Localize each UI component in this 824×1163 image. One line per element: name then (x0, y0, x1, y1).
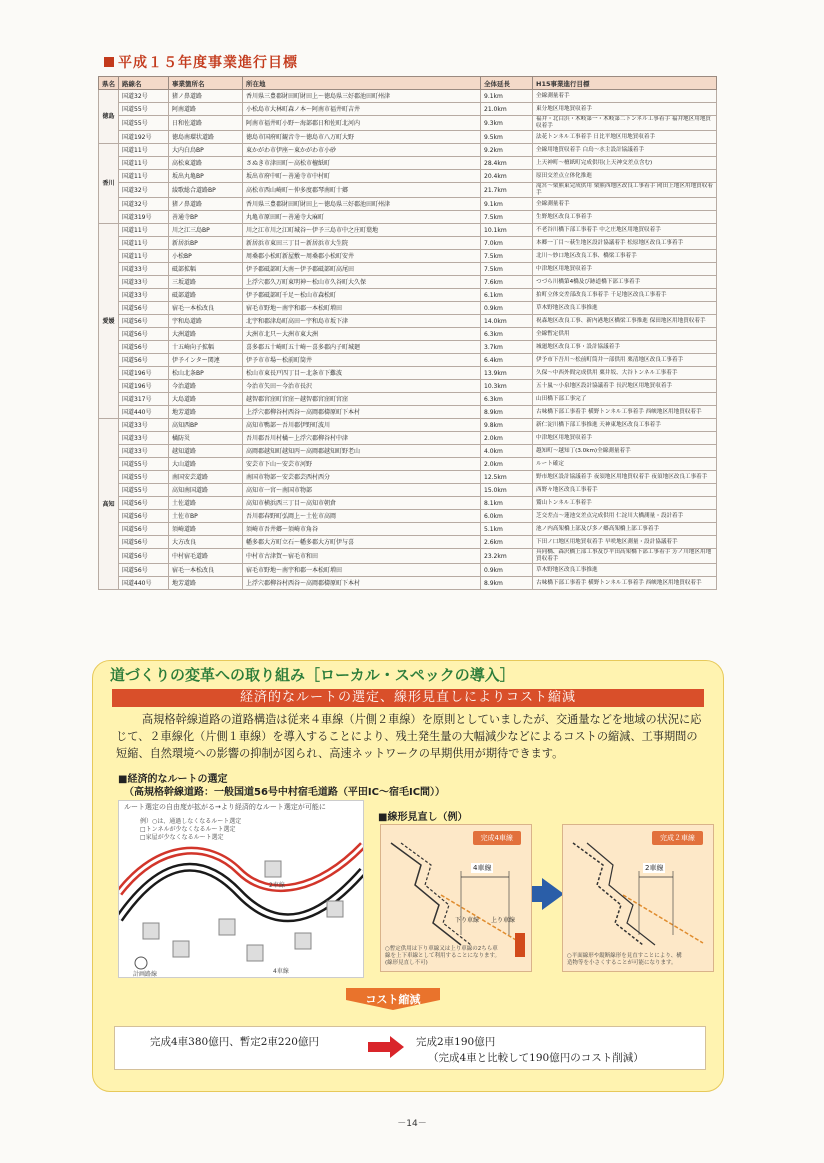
name-cell: 大島道路 (169, 393, 243, 406)
route-cell: 国道55号 (119, 103, 169, 116)
len-cell: 9.1km (481, 90, 533, 103)
loc-cell: 伊予郡砥部町千足～松山市森松町 (243, 289, 481, 302)
two-lane-note: ○平面線形や縦断線形を見直すことにより、構造物等を小さくすることが可能になります。 (567, 953, 682, 966)
goal-cell: 東分地区用地買収着手 (533, 103, 717, 116)
table-row (99, 315, 717, 328)
two-lane-dimension: 2車線 (645, 864, 664, 872)
len-cell: 0.9km (481, 564, 533, 577)
goal-cell: 全線測量着手 (533, 90, 717, 103)
plan-label: 計画路線 (133, 971, 158, 977)
cost-reduction-label: コスト縮減 (365, 993, 421, 1006)
route-cell: 国道33号 (119, 263, 169, 276)
name-cell: 阿南道路 (169, 103, 243, 116)
table-row (99, 328, 717, 341)
loc-cell: 上浮穴郡柳谷村西谷～高岡郡檮原町下本村 (243, 406, 481, 419)
route-cell: 国道33号 (119, 445, 169, 458)
loc-cell: 小松島市大林町森ノ本～阿南市福井町吉井 (243, 103, 481, 116)
route-cell: 国道319号 (119, 211, 169, 224)
len-cell: 4.0km (481, 445, 533, 458)
table-row (99, 536, 717, 549)
route-cell: 国道55号 (119, 116, 169, 131)
name-cell: 大山道路 (169, 458, 243, 471)
section-title-text: 平成１５年度事業進行目標 (118, 55, 298, 71)
goal-cell: 中津地区用地買収着手 (533, 432, 717, 445)
loc-cell: 高松市西山崎町～仲多度郡琴南町十郷 (243, 183, 481, 198)
table-row (99, 183, 717, 198)
name-cell: 砥部拡幅 (169, 263, 243, 276)
name-cell: 高知南国道路 (169, 484, 243, 497)
loc-cell: 宿毛市野地～南宇和郡一本松町増田 (243, 302, 481, 315)
column-header: 所在地 (243, 77, 481, 90)
route-cell: 国道32号 (119, 198, 169, 211)
len-cell: 2.0km (481, 458, 533, 471)
len-cell: 9.1km (481, 198, 533, 211)
table-row (99, 484, 717, 497)
name-cell: 善通寺BP (169, 211, 243, 224)
len-cell: 10.3km (481, 380, 533, 393)
name-cell: 地芳道路 (169, 577, 243, 590)
prefecture-cell: 徳島 (99, 90, 119, 144)
name-cell: 高松東道路 (169, 157, 243, 170)
table-row (99, 445, 717, 458)
goal-cell: 不老谷川橋下部工事着手 中之庄地区用地買収着手 (533, 224, 717, 237)
loc-cell: 香川県三豊郡財田町財田上～徳島県三好郡池田町州津 (243, 198, 481, 211)
name-cell: 綾歌総合道路BP (169, 183, 243, 198)
len-cell: 6.4km (481, 354, 533, 367)
goal-cell: 古味橋下部工事着手 横野トンネル工事着手 西峡地区用地買収着手 (533, 406, 717, 419)
len-cell: 7.6km (481, 276, 533, 289)
loc-cell: 吾川郡春野町弘岡上～土佐市高岡 (243, 510, 481, 523)
prefecture-cell: 香川 (99, 144, 119, 224)
four-lane-panel (380, 824, 532, 972)
local-spec-heading: 道づくりの変革への取り組み［ローカル・スペックの導入］ (110, 666, 515, 684)
len-cell: 12.5km (481, 471, 533, 484)
name-cell: 砥部道路 (169, 289, 243, 302)
table-row (99, 564, 717, 577)
house-icon (265, 861, 281, 877)
route-cell: 国道11号 (119, 144, 169, 157)
name-cell: 今治道路 (169, 380, 243, 393)
goal-cell: 中津地区用地買収着手 (533, 263, 717, 276)
name-cell: 土佐道路 (169, 497, 243, 510)
route-cell: 国道56号 (119, 549, 169, 564)
alignment-title: ■線形見直し（例） (378, 812, 468, 823)
loc-cell: 高知市鴨部～吾川郡伊野町波川 (243, 419, 481, 432)
name-cell: 三坂道路 (169, 276, 243, 289)
len-cell: 21.0km (481, 103, 533, 116)
route-cell: 国道11号 (119, 224, 169, 237)
len-cell: 23.2km (481, 549, 533, 564)
table-row (99, 497, 717, 510)
name-cell: 小松BP (169, 250, 243, 263)
name-cell: 南国安芸道路 (169, 471, 243, 484)
loc-cell: 高知市横浜西三丁目～高知市朝倉 (243, 497, 481, 510)
goal-cell: 草木野地区改良工事推進 (533, 302, 717, 315)
table-body (99, 90, 717, 590)
prefecture-cell: 愛媛 (99, 224, 119, 419)
section-title (104, 52, 298, 72)
two-lane-panel (562, 824, 714, 972)
goal-cell: 具同橋、森沢橋上部工事及び平田高架橋下部工事着手 芳ノ川地区用地買収着手 (533, 549, 717, 564)
goal-cell: 山田橋下部工事完了 (533, 393, 717, 406)
name-cell: 新居浜BP (169, 237, 243, 250)
table-row (99, 276, 717, 289)
len-cell: 6.0km (481, 510, 533, 523)
table-row (99, 90, 717, 103)
len-cell: 8.1km (481, 497, 533, 510)
project-table (98, 76, 717, 590)
down-lane-label: 下り車線 (455, 917, 480, 924)
len-cell: 20.4km (481, 170, 533, 183)
loc-cell: 伊予郡砥部町大南～伊予郡砥部町高尾田 (243, 263, 481, 276)
four-lane-label: 完成4車線 (473, 831, 521, 845)
route-cell: 国道56号 (119, 536, 169, 549)
route-cell: 国道56号 (119, 341, 169, 354)
route-cell: 国道56号 (119, 354, 169, 367)
len-cell: 5.1km (481, 523, 533, 536)
goal-cell: 池ノ内高架橋上部及び多ノ郷高架橋上部工事着手 (533, 523, 717, 536)
loc-cell: 幡多郡大方町立石～幡多郡大方町伊与喜 (243, 536, 481, 549)
route-selection-title: ■経済的なルートの選定 (118, 774, 228, 785)
loc-cell: 高岡郡越知町越知丙～高岡郡越知町野老山 (243, 445, 481, 458)
table-row (99, 237, 717, 250)
loc-cell: 坂出市府中町～善通寺市中村町 (243, 170, 481, 183)
loc-cell: 香川県三豊郡財田町財田上～徳島県三好郡池田町州津 (243, 90, 481, 103)
goal-cell: 原田交差点立体化推進 (533, 170, 717, 183)
transition-arrow-icon (542, 878, 564, 910)
goal-cell: 全線測量着手 (533, 198, 717, 211)
loc-cell: 宿毛市野地～南宇和郡一本松町増田 (243, 564, 481, 577)
route-note: □トンネルが少なくなるルート選定 (140, 826, 236, 833)
goal-cell: 下田ノ口地区用地買収着手 早咲地区測量・設計協議着手 (533, 536, 717, 549)
route-cell: 国道317号 (119, 393, 169, 406)
len-cell: 15.0km (481, 484, 533, 497)
name-cell: 宿毛一本松改良 (169, 302, 243, 315)
house-icon (247, 945, 263, 961)
len-cell: 7.0km (481, 237, 533, 250)
table-row (99, 131, 717, 144)
name-cell: 高知西BP (169, 419, 243, 432)
len-cell: 6.3km (481, 393, 533, 406)
column-header: 県名 (99, 77, 119, 90)
square-bullet-icon (104, 57, 114, 67)
route-cell: 国道55号 (119, 458, 169, 471)
route-cell: 国道56号 (119, 302, 169, 315)
four-lane-label: 4車線 (273, 968, 289, 975)
name-cell: 須崎道路 (169, 523, 243, 536)
len-cell: 6.3km (481, 328, 533, 341)
name-cell: 宇和島道路 (169, 315, 243, 328)
len-cell: 8.9km (481, 406, 533, 419)
up-lane-label: 上り車線 (491, 917, 516, 924)
table-row (99, 549, 717, 564)
goal-cell: 全線暫定供用 (533, 328, 717, 341)
goal-cell: 西野々地区改良工事着手 (533, 484, 717, 497)
four-lane-dimension: 4車線 (473, 864, 492, 872)
table-row (99, 523, 717, 536)
goal-cell: 城廻地区改良工事・設計協議着手 (533, 341, 717, 354)
name-cell: 橘防災 (169, 432, 243, 445)
goal-cell: 拍町立体交差部改良工事着手 千足地区改良工事着手 (533, 289, 717, 302)
goal-cell: 祝森地区改良工事、新内港地区橋梁工事推進 保田地区用地買収着手 (533, 315, 717, 328)
loc-cell: 上浮穴郡柳谷村西谷～高岡郡檮原町下本村 (243, 577, 481, 590)
loc-cell: 松山市東長戸四丁目～北条市下難波 (243, 367, 481, 380)
goal-cell: 上天神町～檀紙町完成供用(上天神交差点含む) (533, 157, 717, 170)
prefecture-cell: 高知 (99, 419, 119, 590)
route-note: □家屋が少なくなるルート選定 (140, 834, 224, 841)
loc-cell: 東かがわ市伊座～東かがわ市小砂 (243, 144, 481, 157)
route-cell: 国道56号 (119, 564, 169, 577)
goal-cell: 越知町～越知丁(3.0km)全線測量着手 (533, 445, 717, 458)
route-cell: 国道192号 (119, 131, 169, 144)
loc-cell: 阿南市福井町小野～海部郡日和佐町北河内 (243, 116, 481, 131)
name-cell: 大方改良 (169, 536, 243, 549)
goal-cell: 本郷一丁目～萩生地区設計協議着手 松原地区改良工事着手 (533, 237, 717, 250)
plan-marker-icon (135, 957, 147, 969)
route-cell: 国道32号 (119, 90, 169, 103)
loc-cell: 大洲市北只～大洲市東大洲 (243, 328, 481, 341)
goal-cell: つづら川橋第4橋及び跡道橋下部工事着手 (533, 276, 717, 289)
route-cell: 国道11号 (119, 250, 169, 263)
name-cell: 川之江三島BP (169, 224, 243, 237)
goal-cell: 全線用地買収着手 白鳥～水主設計協議着手 (533, 144, 717, 157)
table-row (99, 263, 717, 276)
goal-cell: 伊予市下吾川～松前町筒井一部供用 栗清地区改良工事着手 (533, 354, 717, 367)
column-header: H15事業進行目標 (533, 77, 717, 90)
name-cell: 大洲道路 (169, 328, 243, 341)
table-row (99, 367, 717, 380)
len-cell: 9.3km (481, 116, 533, 131)
two-lane-label: 2車線 (269, 882, 285, 889)
route-cell: 国道33号 (119, 419, 169, 432)
len-cell: 10.1km (481, 224, 533, 237)
table-row (99, 406, 717, 419)
goal-cell: 生野地区改良工事着手 (533, 211, 717, 224)
goal-cell: 草木野地区改良工事推進 (533, 564, 717, 577)
name-cell: 徳島南環状道路 (169, 131, 243, 144)
goal-cell: 久保～中西外間完成供用 粟井坂、大谷トンネル工事着手 (533, 367, 717, 380)
name-cell: 伊予インター関連 (169, 354, 243, 367)
route-cell: 国道55号 (119, 471, 169, 484)
page-number: －14－ (397, 1119, 427, 1129)
len-cell: 9.8km (481, 419, 533, 432)
len-cell: 3.7km (481, 341, 533, 354)
len-cell: 7.5km (481, 211, 533, 224)
len-cell: 9.5km (481, 131, 533, 144)
len-cell: 28.4km (481, 157, 533, 170)
loc-cell: 丸亀市原田町～善通寺大麻町 (243, 211, 481, 224)
goal-cell: 滝宮～栗熊東完成供用 栗熊西地区改良工事着手 岡田上地区用地買収着手 (533, 183, 717, 198)
loc-cell: 周桑郡小松町新屋敷～周桑郡小松町安井 (243, 250, 481, 263)
table-row (99, 116, 717, 131)
name-cell: 大内白鳥BP (169, 144, 243, 157)
route-cell: 国道196号 (119, 367, 169, 380)
route-cell: 国道56号 (119, 328, 169, 341)
loc-cell: 今治市矢田～今治市長沢 (243, 380, 481, 393)
table-row (99, 393, 717, 406)
table-row (99, 510, 717, 523)
loc-cell: 須崎市吾井郷～須崎市角谷 (243, 523, 481, 536)
retaining-wall (515, 933, 525, 957)
table-row (99, 224, 717, 237)
route-notes (140, 818, 241, 842)
name-cell: 越知道路 (169, 445, 243, 458)
cost-savings: （完成4車と比較して190億円のコスト削減） (428, 1052, 644, 1064)
two-lane-label: 完成２車線 (652, 831, 703, 845)
route-cell: 国道56号 (119, 497, 169, 510)
route-cell: 国道440号 (119, 577, 169, 590)
name-cell: 坂出丸亀BP (169, 170, 243, 183)
table-row (99, 170, 717, 183)
table-row (99, 302, 717, 315)
local-spec-body: 高規格幹線道路の道路構造は従来４車線（片側２車線）を原則としていましたが、交通量などを地域の状況に応じて、２車線化（片側１車線）を導入することにより、残土発生量の大幅減少などによるコストの縮減、工事期間の短縮、自然環境への影響の抑制が図られ、高速ネットワークの早期供用が期待できます。 (116, 713, 702, 760)
loc-cell: 喜多郡五十崎町五十崎～喜多郡内子町城廻 (243, 341, 481, 354)
table-row (99, 471, 717, 484)
loc-cell: 越智郡宮窪町宮窪～越智郡宮窪町宮窪 (243, 393, 481, 406)
table-header (99, 77, 717, 90)
route-cell: 国道33号 (119, 276, 169, 289)
table-row (99, 250, 717, 263)
len-cell: 8.9km (481, 577, 533, 590)
loc-cell: 中村市古津賀～宿毛市和田 (243, 549, 481, 564)
route-note: 例）○は、通過しなくなるルート選定 (140, 818, 242, 825)
table-row (99, 198, 717, 211)
route-cell: 国道55号 (119, 484, 169, 497)
goal-cell: 北川～妙口地区改良工事、橋梁工事着手 (533, 250, 717, 263)
len-cell: 21.7km (481, 183, 533, 198)
column-header: 全体延長 (481, 77, 533, 90)
table-row (99, 458, 717, 471)
goal-cell: 法花トンネル工事着手 日比平地区用地買収着手 (533, 131, 717, 144)
route-cell: 国道56号 (119, 523, 169, 536)
route-cell: 国道56号 (119, 315, 169, 328)
goal-cell: 鷲山トンネル工事着手 (533, 497, 717, 510)
table-row (99, 380, 717, 393)
len-cell: 7.5km (481, 263, 533, 276)
route-cell: 国道33号 (119, 432, 169, 445)
name-cell: 猪ノ鼻道路 (169, 198, 243, 211)
len-cell: 7.5km (481, 250, 533, 263)
loc-cell: 徳島市国府町観音寺～徳島市八万町大野 (243, 131, 481, 144)
column-header: 事業箇所名 (169, 77, 243, 90)
cost-before: 完成4車380億円、暫定2車220億円 (150, 1036, 319, 1048)
table-row (99, 144, 717, 157)
route-cell: 国道33号 (119, 289, 169, 302)
route-cell: 国道32号 (119, 183, 169, 198)
name-cell: 十五崎向子拡幅 (169, 341, 243, 354)
goal-cell: 芝交差点～蓮池交差点完成供用 仁淀川大橋測量・設計着手 (533, 510, 717, 523)
len-cell: 0.9km (481, 302, 533, 315)
name-cell: 中村宿毛道路 (169, 549, 243, 564)
table-row (99, 289, 717, 302)
table-row (99, 103, 717, 116)
goal-cell: 野市地区設計協議着手 夜須地区用地買収着手 夜須地区改良工事着手 (533, 471, 717, 484)
len-cell: 2.0km (481, 432, 533, 445)
goal-cell: 新仁淀川橋下部工事推進 天神東地区改良工事着手 (533, 419, 717, 432)
loc-cell: 安芸市下山～安芸市河野 (243, 458, 481, 471)
route-cell: 国道11号 (119, 157, 169, 170)
table-row (99, 577, 717, 590)
cost-result-arrow-icon (368, 1036, 404, 1058)
loc-cell: 川之江市川之江町城谷～伊予三島市中之庄町葉地 (243, 224, 481, 237)
route-caption: ルート選定の自由度が拡がる→より経済的なルート選定が可能に (124, 803, 326, 811)
table-row (99, 157, 717, 170)
route-cell: 国道11号 (119, 170, 169, 183)
column-header: 路線名 (119, 77, 169, 90)
cost-after: 完成2車190億円 (416, 1036, 496, 1048)
route-cell: 国道196号 (119, 380, 169, 393)
route-cell: 国道440号 (119, 406, 169, 419)
len-cell: 13.9km (481, 367, 533, 380)
loc-cell: 新居浜市東田三丁目～新居浜市大生院 (243, 237, 481, 250)
house-icon (295, 933, 311, 949)
four-lane-note: ○暫定供用は下り車線又は上り車線の2ちら車線を上下車線として利用することになります。(線形見直し不可) (385, 946, 501, 966)
loc-cell: さぬき市津田町～高松市檀紙町 (243, 157, 481, 170)
len-cell: 9.2km (481, 144, 533, 157)
house-icon (327, 901, 343, 917)
table-row (99, 341, 717, 354)
loc-cell: 上浮穴郡久万町東明神～松山市久谷町大久保 (243, 276, 481, 289)
goal-cell: 古味橋下部工事着手 横野トンネル工事着手 西峡地区用地買収着手 (533, 577, 717, 590)
route-cell: 国道11号 (119, 237, 169, 250)
goal-cell: 福井・北白浜・木岐第一・木岐第二トンネル工事着手 福井地区用地買収着手 (533, 116, 717, 131)
name-cell: 猪ノ鼻道路 (169, 90, 243, 103)
name-cell: 日和佐道路 (169, 116, 243, 131)
two-lane-cross-section (563, 825, 713, 971)
len-cell: 14.0km (481, 315, 533, 328)
goal-cell: ルート確定 (533, 458, 717, 471)
name-cell: 土佐市BP (169, 510, 243, 523)
cost-reduction-band: 経済的なルートの選定、線形見直しによりコスト縮減 (112, 689, 704, 707)
house-icon (173, 941, 189, 957)
table-row (99, 432, 717, 445)
name-cell: 宿毛一本松改良 (169, 564, 243, 577)
goal-cell: 五十嵐～小泉地区設計協議着手 長沢地区用地買収着手 (533, 380, 717, 393)
len-cell: 2.6km (481, 536, 533, 549)
house-icon (219, 919, 235, 935)
table-row (99, 354, 717, 367)
route-cell: 国道56号 (119, 510, 169, 523)
house-icon (143, 923, 159, 939)
loc-cell: 南国市物部～安芸郡芸西村西分 (243, 471, 481, 484)
name-cell: 松山北条BP (169, 367, 243, 380)
loc-cell: 伊予市市場～松前町筒井 (243, 354, 481, 367)
len-cell: 6.1km (481, 289, 533, 302)
table-row (99, 419, 717, 432)
name-cell: 地芳道路 (169, 406, 243, 419)
loc-cell: 吾川郡吾川村橘～上浮穴郡柳谷村中津 (243, 432, 481, 445)
route-selection-subtitle: （高規格幹線道路：一般国道56号中村宿毛道路（平田IC～宿毛IC間）） (124, 787, 446, 798)
loc-cell: 北宇和郡津島町高田～宇和島市坂下津 (243, 315, 481, 328)
table-row (99, 211, 717, 224)
loc-cell: 高知市一宮～南国市物部 (243, 484, 481, 497)
